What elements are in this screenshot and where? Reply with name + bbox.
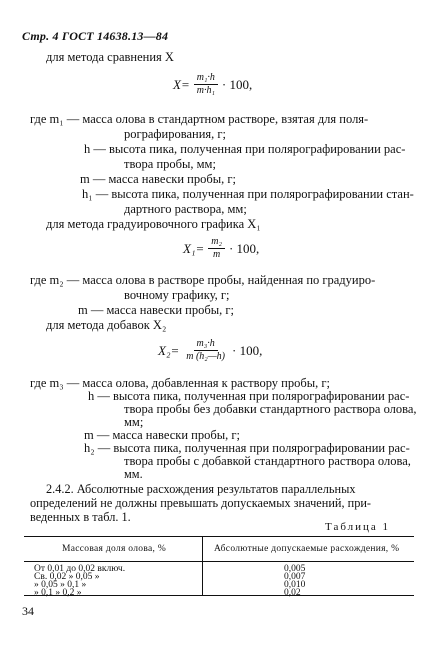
def-line: где m₂ — масса олова в растворе пробы, найденная по градуиро- [30, 273, 376, 287]
def-line: h — высота пика, полученная при полярографировании рас- [84, 142, 406, 156]
formula-rhs: · 100, [228, 240, 260, 256]
table-caption: Таблица 1 [325, 521, 391, 533]
def-line: рографирования, г; [124, 127, 226, 141]
table-row: От 0,01 до 0,02 включ. [34, 564, 126, 574]
fraction-numerator: m₁·h [194, 72, 218, 85]
def-line: где m₃ — масса олова, добавленная к раствору пробы, г; [30, 376, 330, 390]
table-header: Абсолютные допускаемые расхождения, % [214, 544, 400, 554]
intro-add: для метода добавок X₂ [46, 318, 167, 332]
page-number: 34 [22, 604, 34, 618]
def-line: m — масса навески пробы, г; [78, 303, 234, 317]
formula-lhs: X= [173, 76, 190, 92]
def-line: мм. [124, 467, 143, 481]
intro-calib: для метода градуировочного графика X₁ [46, 217, 261, 231]
def-line: твора пробы с добавкой стандартного раствора олова, [124, 454, 411, 468]
formula-rhs: · 100, [221, 76, 253, 92]
def-line: h — высота пика, полученная при полярографировании рас- [88, 389, 410, 403]
table-header: Массовая доля олова, % [62, 544, 167, 554]
def-line: твора пробы без добавки стандартного раствора олова, [124, 402, 417, 416]
def-line: m — масса навески пробы, г; [84, 428, 240, 442]
table-divider [202, 537, 203, 595]
formula-fraction [194, 72, 218, 97]
table-row: » 0,1 » 0,2 » [34, 588, 82, 598]
para-line: веденных в табл. 1. [30, 510, 131, 524]
fraction-denominator: m [212, 249, 221, 260]
table [24, 536, 414, 596]
formula-lhs: X₂= [158, 342, 180, 358]
def-line: твора пробы, мм; [124, 157, 216, 171]
formula-lhs: X₁= [183, 240, 205, 256]
formula-compare [173, 72, 252, 97]
para-line: определений не должны превышать допускаемых значений, при- [30, 496, 372, 510]
intro-compare: для метода сравнения X [46, 50, 174, 64]
def-line: вочному графику, г; [124, 288, 230, 302]
formula-fraction [183, 338, 228, 363]
table-cell: 0,02 [284, 588, 301, 598]
def-line: дартного раствора, мм; [124, 202, 247, 216]
page-header: Стр. 4 ГОСТ 14638.13—84 [22, 29, 169, 43]
fraction-numerator: m₃·h [194, 338, 218, 351]
formula-rhs: · 100, [231, 342, 263, 358]
def-line: h₁ — высота пика, полученная при полярографировании стан- [82, 187, 414, 201]
table-cell: 0,005 [284, 564, 306, 574]
def-line: мм; [124, 415, 144, 429]
table-cell: 0,010 [284, 580, 306, 590]
table-row: » 0,05 » 0,1 » [34, 580, 87, 590]
fraction-denominator: m (h₂—h) [186, 351, 225, 362]
def-line: где m₁ — масса олова в стандартном растворе, взятая для поля- [30, 112, 369, 126]
table-row: Св. 0,02 » 0,05 » [34, 572, 100, 582]
para-line: 2.4.2. Абсолютные расхождения результатов параллельных [46, 482, 356, 496]
fraction-denominator: m·h₁ [196, 85, 215, 96]
def-line: h₂ — высота пика, полученная при полярографировании рас- [84, 441, 410, 455]
fraction-numerator: m₂ [208, 236, 225, 249]
formula-fraction [208, 236, 225, 261]
def-line: m — масса навески пробы, г; [80, 172, 236, 186]
formula-calib [183, 236, 259, 261]
table-header-rule [24, 561, 414, 562]
table-cell: 0,007 [284, 572, 306, 582]
formula-add [158, 338, 262, 363]
